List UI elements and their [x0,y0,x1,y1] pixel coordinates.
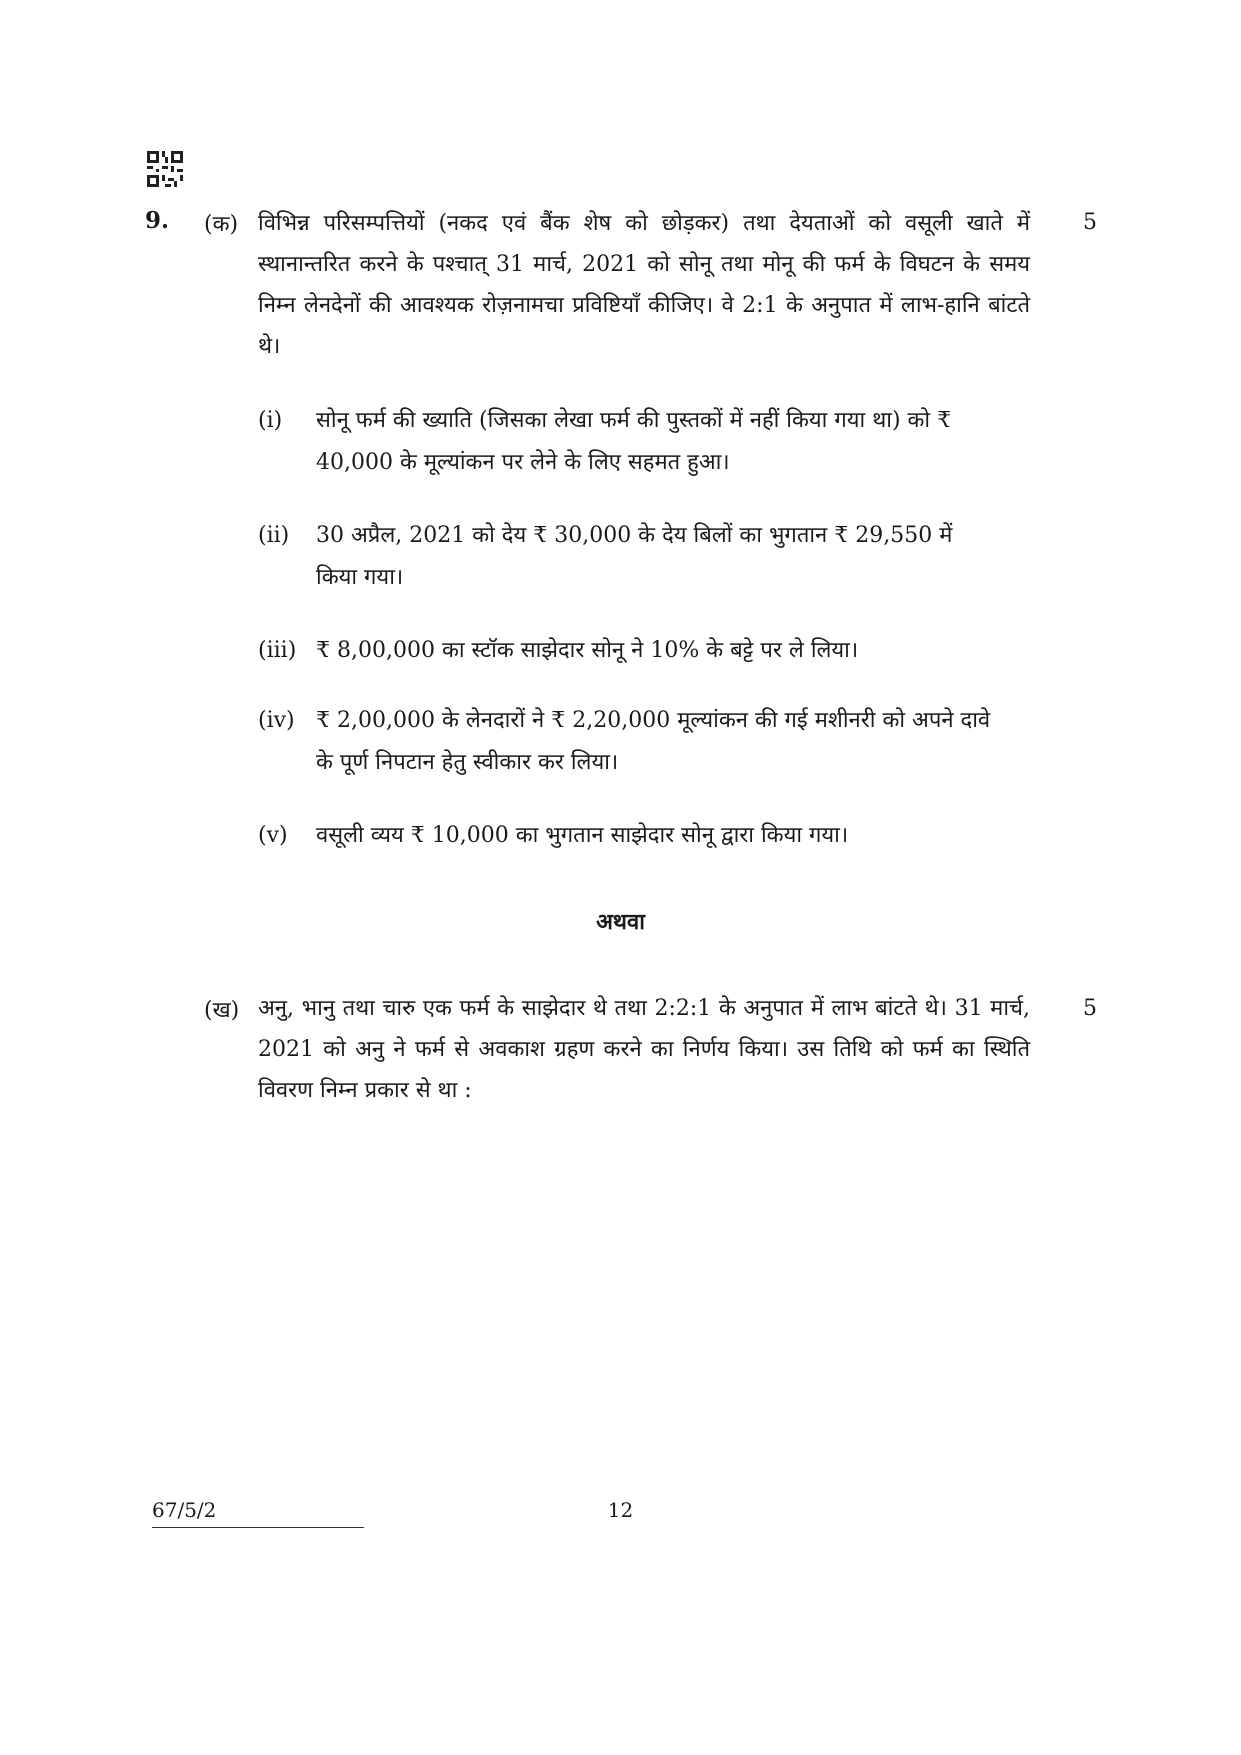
item-roman-numeral: (v) [258,823,288,848]
item-roman-numeral: (i) [258,408,283,433]
item-text: ₹ 2,00,000 के लेनदारों ने ₹ 2,20,000 मूल्यांकन की गई मशीनरी को अपने दावे के पूर्ण निपटान हेतु स्वीकार कर लिया। [316,708,991,775]
item-roman-numeral: (iv) [258,708,295,733]
list-item [258,700,998,784]
footer-divider [152,1527,364,1528]
part-b-intro: अनु, भानु तथा चारु एक फर्म के साझेदार थे तथा 2:2:1 के अनुपात में लाभ बांटते थे। 31 मार्च, 2021 को अनु ने फर्म से अवकाश ग्रहण करने का निर्णय किया। उस तिथि को फर्म का स्थिति विवरण निम्न प्रकार से था : [258,996,1030,1103]
list-item [258,815,998,857]
list-item [258,630,998,672]
part-a-label: (क) [204,212,239,237]
item-text: 30 अप्रैल, 2021 को देय ₹ 30,000 के देय बिलों का भुगतान ₹ 29,550 में किया गया। [316,523,953,590]
part-a-marks: 5 [1083,210,1097,235]
part-b-label: (ख) [204,998,240,1023]
or-heading: अथवा [596,909,645,935]
item-text: वसूली व्यय ₹ 10,000 का भुगतान साझेदार सोनू द्वारा किया गया। [316,823,849,848]
list-item [258,515,998,599]
list-item [258,400,998,484]
question-number: 9. [145,207,170,234]
item-text: ₹ 8,00,000 का स्टॉक साझेदार सोनू ने 10% के बट्टे पर ले लिया। [316,638,859,663]
item-roman-numeral: (iii) [258,638,297,663]
page-number: 12 [607,1498,634,1522]
qr-code-icon [147,151,183,187]
item-roman-numeral: (ii) [258,523,290,548]
part-b-marks: 5 [1083,996,1097,1021]
paper-code: 67/5/2 [152,1498,217,1522]
item-text: सोनू फर्म की ख्याति (जिसका लेखा फर्म की पुस्तकों में नहीं किया गया था) को ₹ 40,000 के मूल्यांकन पर लेने के लिए सहमत हुआ। [316,408,952,475]
part-a-intro: विभिन्न परिसम्पत्तियों (नकद एवं बैंक शेष को छोड़कर) तथा देयताओं को वसूली खाते में स्थानान्तरित करने के पश्चात् 31 मार्च, 2021 को सोनू तथा मोनू की फर्म के विघटन के समय निम्न लेनदेनों की आवश्यक रोज़नामचा प्रविष्टियाँ कीजिए। वे 2:1 के अनुपात में लाभ-हानि बांटते थे। [258,211,1030,359]
